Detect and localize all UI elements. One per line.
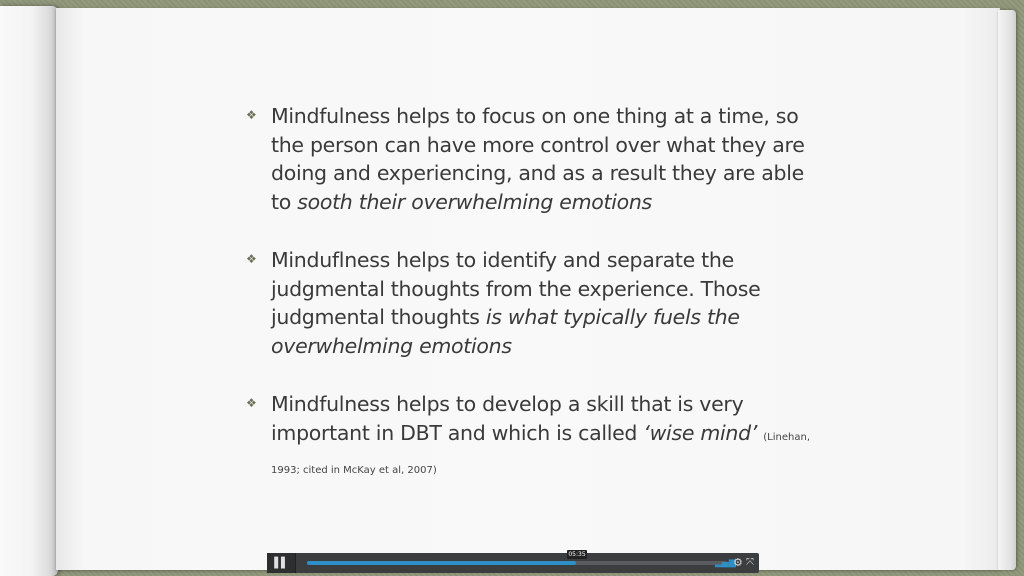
diamond-bullet-icon: ❖: [246, 396, 257, 410]
slide-content: [246, 102, 826, 486]
volume-icon[interactable]: ▂▄▆: [715, 558, 736, 568]
bullet-item: [246, 390, 826, 486]
progress-track[interactable]: [307, 561, 727, 565]
book-left-page: [0, 6, 58, 576]
bullet-text: Mindfulness helps to develop a skill that is very important in DBT and which is called: [271, 392, 744, 445]
bullet-text: Mindfulness helps to focus on one thing at a time, so the person can have more control over what they are doing and experiencing, and as a result they are able to: [271, 104, 805, 214]
progress-fill: [307, 561, 576, 565]
bullet-text: Minduflness helps to identify and separate the judgmental thoughts from the experience. Those judgmental thoughts: [271, 248, 761, 329]
book-right-edge: [998, 10, 1016, 570]
fullscreen-icon[interactable]: ⤧: [746, 557, 754, 568]
video-player-bar: [267, 553, 759, 573]
time-tooltip: 05:35: [568, 551, 586, 558]
bullet-item: [246, 246, 826, 360]
gear-icon[interactable]: ⚙: [733, 556, 743, 569]
citation: (Linehan, 1993; cited in McKay et al, 2007): [271, 431, 811, 476]
pause-icon: ▌▌: [274, 557, 288, 569]
diamond-bullet-icon: ❖: [246, 108, 257, 122]
bullet-emphasis: sooth their overwhelming emotions: [297, 189, 652, 214]
diamond-bullet-icon: ❖: [246, 252, 257, 266]
bullet-emphasis: is what typically fuels the overwhelming emotions: [271, 305, 740, 358]
bullet-item: [246, 102, 826, 216]
pause-button[interactable]: [267, 553, 296, 573]
bullet-emphasis: ‘wise mind’: [643, 420, 758, 445]
